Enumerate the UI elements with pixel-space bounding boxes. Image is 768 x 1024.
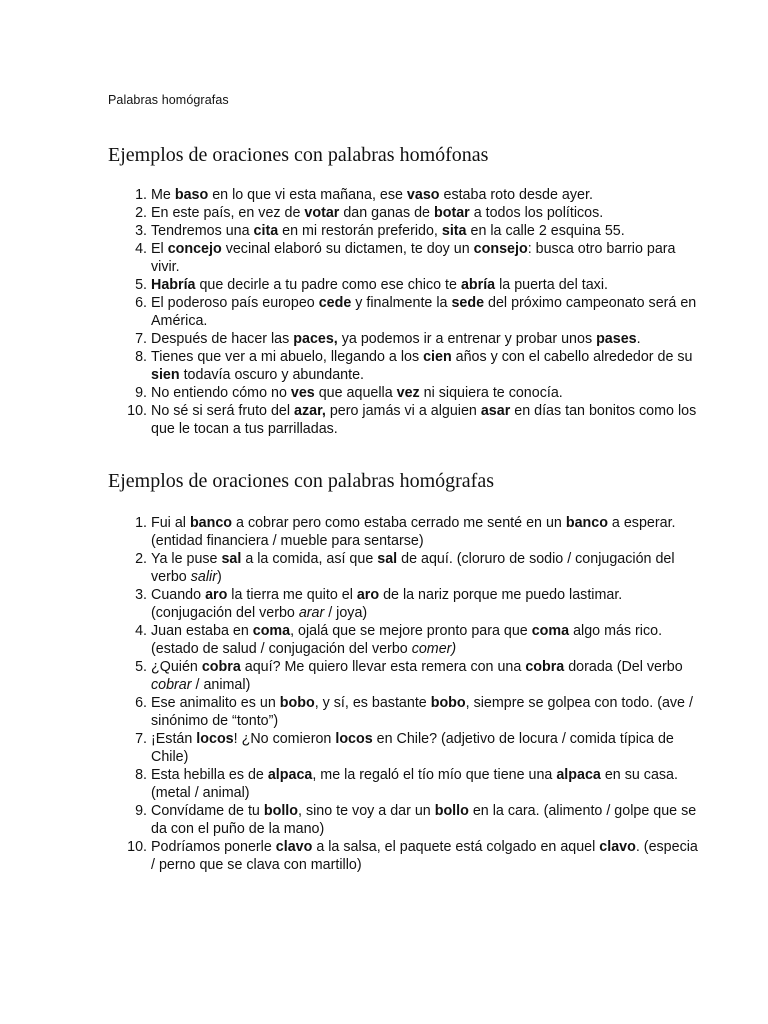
sentence-text: Juan estaba en [151, 623, 253, 639]
list-item-number: 7. [135, 331, 147, 347]
sentence-text: en lo que vi esta mañana, ese [208, 187, 407, 203]
list-item-number: 8. [135, 349, 147, 365]
homofonas-example-list [0, 186, 700, 438]
highlighted-word: coma [531, 623, 570, 639]
sentence-text: de aquí. (cloruro de sodio / conjugación del verbo [151, 551, 675, 585]
list-item [0, 730, 700, 766]
list-item [0, 276, 700, 294]
sentence-text: estaba roto desde ayer. [439, 187, 593, 203]
sentence-text: ¡Están [151, 731, 197, 747]
list-item [0, 294, 700, 330]
list-item-number: 10. [127, 403, 147, 419]
sentence-text: en la calle 2 esquina 55. [466, 223, 625, 239]
highlighted-word: coma [252, 623, 291, 639]
highlighted-word: cita [253, 223, 279, 239]
highlighted-word: sal [221, 551, 242, 567]
sentence-text: la puerta del taxi. [495, 277, 608, 293]
sentence-text: en Chile? (adjetivo de locura / comida típica de Chile) [151, 731, 674, 765]
sentence-text: a la salsa, el paquete está colgado en aquel [312, 839, 600, 855]
sentence-text: Después de hacer las [151, 331, 294, 347]
list-item-number: 5. [135, 659, 147, 675]
sentence-text: aquí? Me quiero llevar esta remera con una [240, 659, 526, 675]
sentence-text: a esperar. (entidad financiera / mueble para sentarse) [151, 515, 676, 549]
list-item [0, 514, 700, 550]
sentence-text: en su casa. (metal / animal) [151, 767, 678, 801]
list-item-number: 4. [135, 241, 147, 257]
list-item [0, 694, 700, 730]
sentence-text: en días tan bonitos como los que le tocan a tus parrilladas. [151, 403, 697, 437]
sentence-text: . (especia / perno que se clava con martillo) [151, 839, 698, 873]
highlighted-word: botar [433, 205, 470, 221]
highlighted-word: alpaca [267, 767, 313, 783]
list-item-text [151, 241, 676, 275]
sentence-text: dorada (Del verbo [564, 659, 683, 675]
list-item-text [151, 515, 676, 549]
highlighted-word: vez [396, 385, 420, 401]
sentence-text: En este país, en vez de [151, 205, 305, 221]
sentence-text: ni siquiera te conocía. [419, 385, 563, 401]
list-item-number: 6. [135, 295, 147, 311]
sentence-text: : busca otro barrio para vivir. [151, 241, 676, 275]
list-item [0, 622, 700, 658]
highlighted-word: concejo [167, 241, 222, 257]
italic-word: salir [190, 569, 217, 585]
sentence-text: del próximo campeonato será en América. [151, 295, 697, 329]
list-item-number: 5. [135, 277, 147, 293]
document-label: Palabras homógrafas [108, 93, 229, 107]
sentence-text: ) [216, 569, 222, 585]
sentence-text: ya podemos ir a entrenar y probar unos [337, 331, 597, 347]
list-item-text [151, 295, 696, 329]
sentence-text: años y con el cabello alrededor de su [451, 349, 693, 365]
list-item-text [151, 623, 662, 657]
homografas-example-list [0, 514, 700, 874]
highlighted-word: sita [441, 223, 467, 239]
sentence-text: Ya le puse [151, 551, 222, 567]
section-heading-homofonas: Ejemplos de oraciones con palabras homófonas [108, 144, 489, 166]
sentence-text: , sino te voy a dar un [298, 803, 435, 819]
sentence-text: El [151, 241, 168, 257]
list-item [0, 838, 700, 874]
sentence-text: No entiendo cómo no [151, 385, 291, 401]
sentence-text: / joya) [324, 605, 368, 621]
list-item-number: 3. [135, 223, 147, 239]
sentence-text: Me [151, 187, 175, 203]
highlighted-word: baso [174, 187, 209, 203]
highlighted-word: sien [151, 367, 180, 383]
highlighted-word: cede [318, 295, 352, 311]
highlighted-word: bobo [430, 695, 466, 711]
highlighted-word: consejo [473, 241, 528, 257]
list-item-text [151, 187, 593, 203]
highlighted-word: paces, [293, 331, 338, 347]
sentence-text: Ese animalito es un [151, 695, 280, 711]
list-item-text [151, 587, 622, 621]
sentence-text: a cobrar pero como estaba cerrado me senté en un [232, 515, 566, 531]
list-item-text [151, 659, 683, 693]
sentence-text: la tierra me quito el [227, 587, 357, 603]
list-item [0, 384, 700, 402]
sentence-text: , siempre se golpea con todo. (ave / sinónimo de “tonto”) [151, 695, 693, 729]
highlighted-word: cobra [525, 659, 565, 675]
highlighted-word: banco [189, 515, 233, 531]
sentence-text: de la nariz porque me puedo lastimar. (conjugación del verbo [151, 587, 623, 621]
list-item [0, 402, 700, 438]
list-item-number: 9. [135, 803, 147, 819]
sentence-text: que decirle a tu padre como ese chico te [195, 277, 461, 293]
list-item-number: 3. [135, 587, 147, 603]
sentence-text: pero jamás vi a alguien [325, 403, 481, 419]
list-item-text [151, 551, 675, 585]
highlighted-word: votar [304, 205, 340, 221]
list-item-text [151, 331, 641, 347]
sentence-text: y finalmente la [351, 295, 452, 311]
sentence-text: Fui al [151, 515, 190, 531]
sentence-text: en la cara. (alimento / golpe que se da con el puño de la mano) [151, 803, 697, 837]
highlighted-word: ves [290, 385, 315, 401]
sentence-text: que aquella [314, 385, 397, 401]
list-item-text [151, 839, 698, 873]
sentence-text: , y sí, es bastante [314, 695, 431, 711]
highlighted-word: aro [205, 587, 228, 603]
list-item-number: 7. [135, 731, 147, 747]
sentence-text: No sé si será fruto del [151, 403, 295, 419]
list-item [0, 766, 700, 802]
highlighted-word: Habría [151, 277, 196, 293]
list-item [0, 802, 700, 838]
sentence-text: Tienes que ver a mi abuelo, llegando a los [151, 349, 424, 365]
highlighted-word: clavo [275, 839, 313, 855]
sentence-text: , ojalá que se mejore pronto para que [290, 623, 532, 639]
list-item [0, 330, 700, 348]
list-item-text [151, 695, 693, 729]
sentence-text: algo más rico. (estado de salud / conjugación del verbo [151, 623, 663, 657]
highlighted-word: clavo [599, 839, 636, 855]
sentence-text: Podríamos ponerle [151, 839, 276, 855]
sentence-text: ! ¿No comieron [233, 731, 336, 747]
list-item-text [151, 767, 678, 801]
highlighted-word: sede [451, 295, 485, 311]
list-item-text [151, 277, 608, 293]
highlighted-word: locos [196, 731, 234, 747]
highlighted-word: sal [377, 551, 398, 567]
list-item-number: 1. [135, 515, 147, 531]
list-item [0, 186, 700, 204]
sentence-text: ¿Quién [151, 659, 202, 675]
sentence-text: a la comida, así que [241, 551, 378, 567]
highlighted-word: abría [460, 277, 496, 293]
sentence-text: Convídame de tu [151, 803, 264, 819]
highlighted-word: vaso [406, 187, 440, 203]
highlighted-word: cien [423, 349, 452, 365]
sentence-text: todavía oscuro y abundante. [179, 367, 365, 383]
highlighted-word: bobo [279, 695, 315, 711]
sentence-text: Esta hebilla es de [151, 767, 268, 783]
highlighted-word: azar, [294, 403, 326, 419]
list-item [0, 240, 700, 276]
highlighted-word: bollo [434, 803, 469, 819]
sentence-text: Tendremos una [151, 223, 254, 239]
list-item-number: 2. [135, 205, 147, 221]
highlighted-word: banco [565, 515, 608, 531]
sentence-text: El poderoso país europeo [151, 295, 319, 311]
sentence-text: dan ganas de [339, 205, 434, 221]
highlighted-word: asar [480, 403, 511, 419]
sentence-text: . [636, 331, 641, 347]
list-item-text [151, 731, 674, 765]
highlighted-word: locos [335, 731, 373, 747]
italic-word: cobrar [151, 677, 192, 693]
highlighted-word: bollo [263, 803, 299, 819]
list-item [0, 658, 700, 694]
list-item-number: 8. [135, 767, 147, 783]
list-item-text [151, 803, 696, 837]
list-item-text [151, 385, 563, 401]
list-item-number: 1. [135, 187, 147, 203]
sentence-text: a todos los políticos. [469, 205, 604, 221]
list-item-number: 4. [135, 623, 147, 639]
list-item [0, 348, 700, 384]
list-item-text [151, 205, 603, 221]
highlighted-word: cobra [201, 659, 241, 675]
sentence-text: vecinal elaboró su dictamen, te doy un [221, 241, 474, 257]
sentence-text: / animal) [191, 677, 251, 693]
italic-word: arar [298, 605, 325, 621]
list-item [0, 204, 700, 222]
list-item-number: 10. [127, 839, 147, 855]
list-item-number: 9. [135, 385, 147, 401]
list-item-number: 2. [135, 551, 147, 567]
list-item [0, 586, 700, 622]
italic-word: comer) [411, 641, 457, 657]
list-item-text [151, 403, 696, 437]
list-item [0, 550, 700, 586]
highlighted-word: aro [356, 587, 380, 603]
list-item [0, 222, 700, 240]
section-heading-homografas: Ejemplos de oraciones con palabras homógrafas [108, 470, 494, 492]
sentence-text: en mi restorán preferido, [278, 223, 442, 239]
list-item-number: 6. [135, 695, 147, 711]
sentence-text: Cuando [151, 587, 206, 603]
highlighted-word: alpaca [556, 767, 601, 783]
highlighted-word: pases [596, 331, 637, 347]
list-item-text [151, 223, 625, 239]
sentence-text: , me la regaló el tío mío que tiene una [312, 767, 557, 783]
list-item-text [151, 349, 693, 383]
